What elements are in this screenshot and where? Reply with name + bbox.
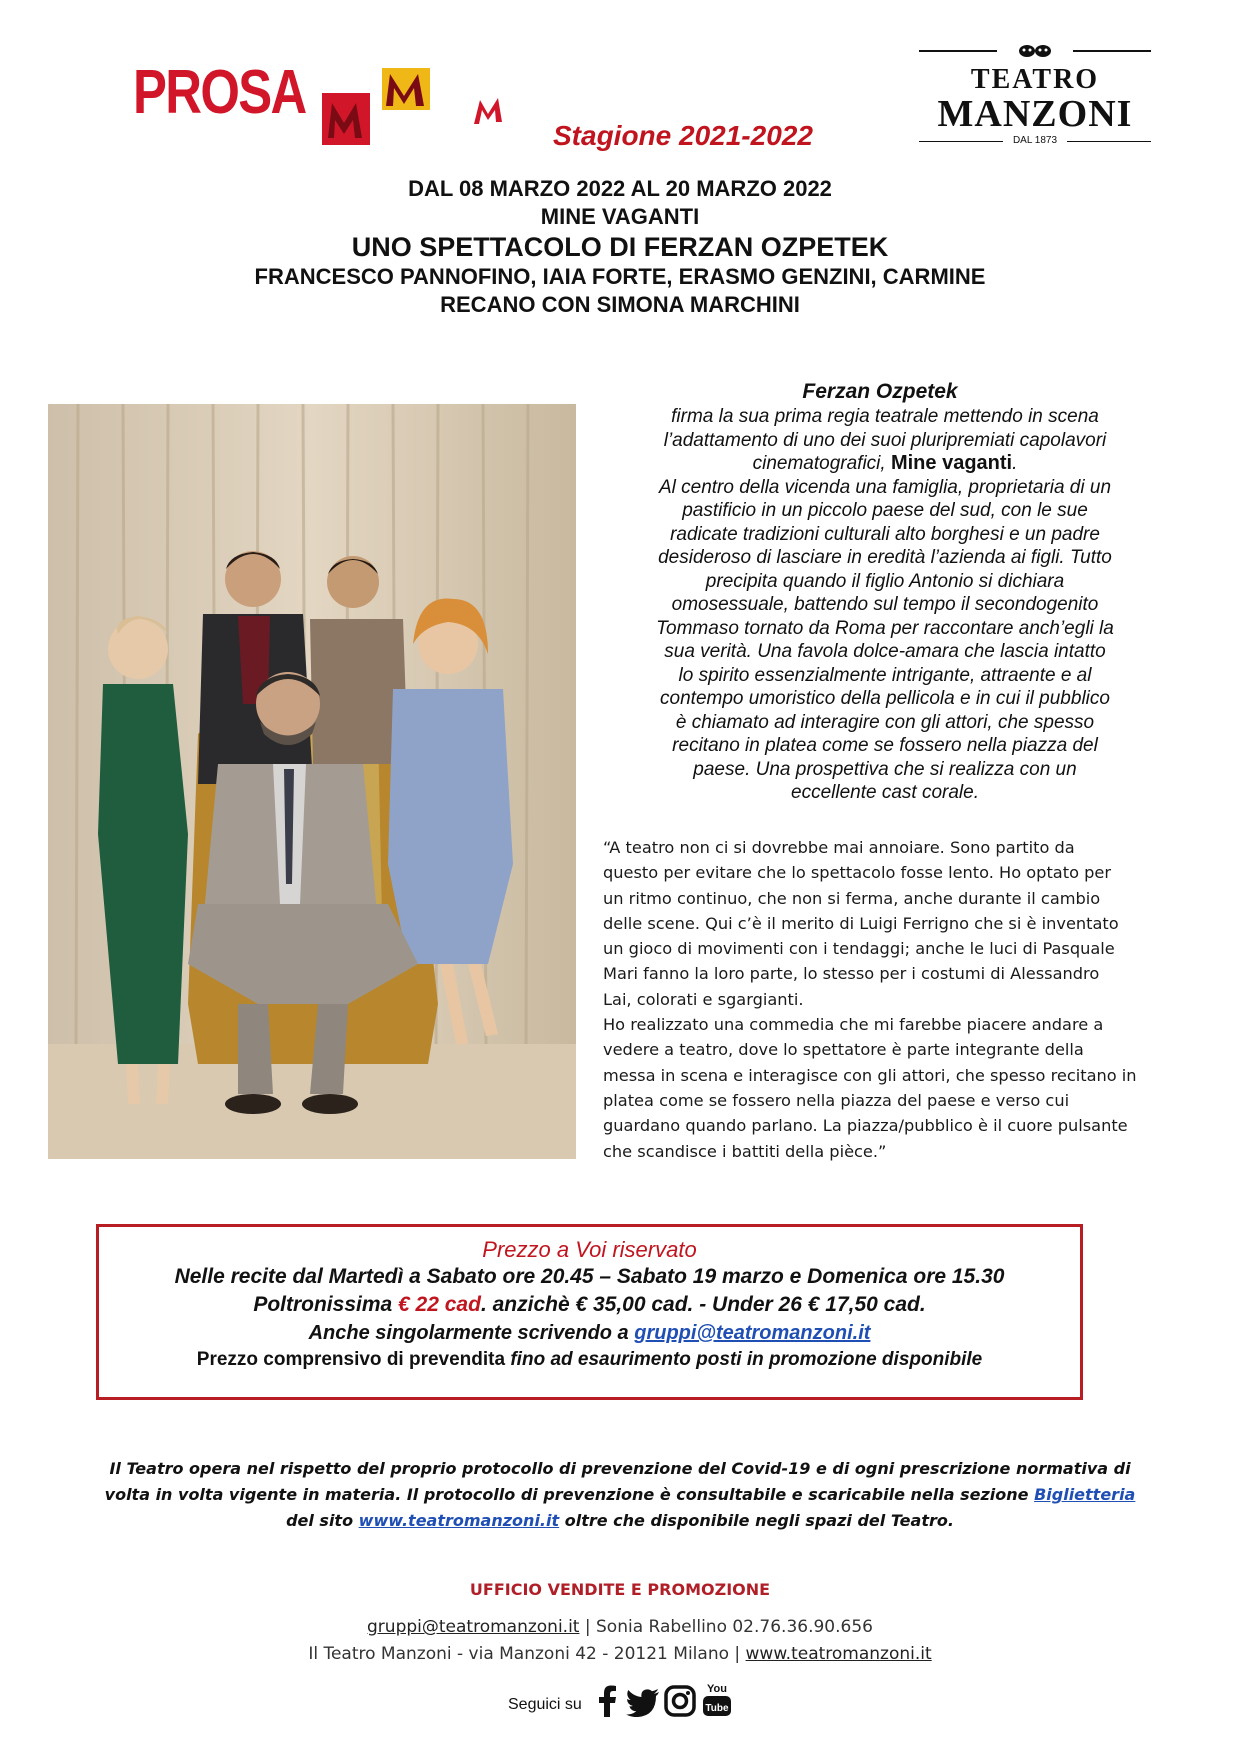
twitter-icon[interactable] (626, 1689, 660, 1717)
description-line: l’adattamento di uno dei suoi pluripremiati capolavori (663, 429, 1107, 451)
director-quote (603, 835, 1158, 1164)
cast-photo (48, 404, 576, 1159)
show-dates: DAL 08 MARZO 2022 AL 20 MARZO 2022 (408, 176, 832, 201)
facebook-icon[interactable] (592, 1685, 622, 1717)
description-line: desideroso di lasciare in eredità l’azienda ai figli. Tutto (658, 547, 1112, 568)
quote-line: che scandisce i battiti della pièce.” (603, 1141, 887, 1161)
follow-us-label: Seguici su (508, 1696, 582, 1713)
description-text (615, 405, 1155, 805)
covid-line-text: volta in volta vigente in materia. Il protocollo di prevenzione è consultabile e scaricabile nella sezione (104, 1485, 1029, 1504)
quote-line: Ho realizzato una commedia che mi farebbe piacere andare a (603, 1015, 1104, 1035)
website-link[interactable]: www.teatromanzoni.it (358, 1511, 560, 1530)
price-box (96, 1224, 1083, 1400)
quote-line: un gioco di movimenti con i tendaggi; anche le luci di Pasquale (603, 939, 1115, 959)
m-small-logo-icon (472, 96, 512, 126)
quote-line: un ritmo continuo, che non si ferma, anche durante il cambio (603, 888, 1101, 908)
quote-line: delle scene. Qui c’è il merito di Luigi Ferrigno che si è inventato (603, 913, 1119, 933)
reserved-price: € 22 cad (398, 1293, 481, 1316)
price-title: Prezzo a Voi riservato (482, 1237, 697, 1262)
single-booking-text: Anche singolarmente scrivendo a (308, 1322, 629, 1344)
theatre-masks-icon (1005, 42, 1065, 60)
description-line: lo spirito essenzialmente intrigante, attraente e al (678, 664, 1092, 686)
poltronissima-label: Poltronissima (253, 1293, 393, 1316)
season-label: Stagione 2021-2022 (553, 120, 813, 151)
price-note-italic: fino ad esaurimento posti in promozione disponibile (510, 1349, 983, 1370)
prosa-logo: PROSA (133, 58, 306, 127)
description-line-text: cinematografici, (752, 453, 886, 474)
logo-rule-left (919, 50, 997, 52)
group-email-link[interactable]: gruppi@teatromanzoni.it (634, 1322, 871, 1344)
covid-line-pre: del sito (286, 1511, 354, 1530)
show-director: UNO SPETTACOLO DI FERZAN OZPETEK (351, 232, 889, 262)
description-line: recitano in platea come se fossero nella piazza del (672, 735, 1098, 756)
quote-line: vedere a teatro, dove lo spettatore è parte integrante della (603, 1040, 1084, 1060)
single-booking-line (99, 1319, 1080, 1347)
description-line: Tommaso tornato da Roma per raccontare anch’egli la (656, 617, 1114, 639)
theatre-address: Il Teatro Manzoni - via Manzoni 42 - 20121 Milano | (308, 1644, 746, 1664)
covid-line: Il Teatro opera nel rispetto del proprio protocollo di prevenzione del Covid-19 e di ogni prescrizione normativa di (109, 1459, 1131, 1478)
quote-line: Mari fanno la loro parte, lo stesso per i costumi di Alessandro (603, 964, 1100, 984)
show-cast-line2: RECANO CON SIMONA MARCHINI (440, 292, 800, 317)
quote-line: platea come se fossero nella piazza del paese e verso cui (603, 1090, 1070, 1110)
price-note-text: Prezzo comprensivo di prevendita (196, 1349, 506, 1370)
show-title-block (0, 175, 1240, 319)
address-line (0, 1644, 1240, 1664)
quote-line: “A teatro non ci si dovrebbe mai annoiare. Sono partito da (603, 838, 1075, 857)
description-line: radicate tradizioni culturali alto borghesi e un padre (670, 523, 1100, 545)
footer-email-link[interactable]: gruppi@teatromanzoni.it (367, 1617, 580, 1637)
logo-teatro: TEATRO (970, 64, 1100, 95)
teatro-manzoni-logo (915, 40, 1155, 150)
logo-rule-bottom-right (1067, 141, 1151, 142)
description-line: è chiamato ad interagire con gli attori, che spesso (675, 711, 1095, 733)
description-line (615, 452, 1155, 476)
description-line: pastificio in un piccolo paese del sud, con le sue (682, 500, 1088, 521)
youtube-icon[interactable] (702, 1681, 732, 1719)
youtube-you-text: You (707, 1683, 727, 1695)
youtube-tube-text: Tube (705, 1703, 729, 1714)
sales-office-heading: UFFICIO VENDITE E PROMOZIONE (469, 1580, 771, 1599)
quote-line: Lai, colorati e sgargianti. (603, 989, 804, 1009)
description-line: paese. Una prospettiva che si realizza con un (693, 758, 1077, 780)
price-note (99, 1347, 1080, 1373)
covid-line (80, 1482, 1160, 1508)
description-line: eccellente cast corale. (791, 782, 979, 803)
contact-line (0, 1617, 1240, 1637)
covid-notice (80, 1456, 1160, 1534)
description-line: precipita quando il figlio Antonio si dichiara (705, 570, 1065, 592)
price-comparison: . anzichè € 35,00 cad. - Under 26 € 17,50 cad. (480, 1293, 926, 1316)
social-icons (592, 1681, 737, 1721)
price-line (99, 1291, 1080, 1319)
description-line: omosessuale, battendo sul tempo il secondogenito (671, 594, 1099, 615)
logo-since: DAL 1873 (1012, 135, 1058, 146)
logo-rule-right (1073, 50, 1151, 52)
description-line: Al centro della vicenda una famiglia, proprietaria di un (658, 476, 1112, 498)
covid-line-post: oltre che disponibile negli spazi del Teatro. (564, 1511, 954, 1530)
biglietteria-link[interactable]: Biglietteria (1034, 1485, 1136, 1504)
m-logo-icon (322, 68, 432, 148)
footer-website-link[interactable]: www.teatromanzoni.it (745, 1644, 932, 1664)
quote-line: guardano quando parlano. La piazza/pubblico è il cuore pulsante (603, 1116, 1128, 1136)
show-name: MINE VAGANTI (540, 204, 700, 229)
price-schedule: Nelle recite dal Martedì a Sabato ore 20.45 – Sabato 19 marzo e Domenica ore 15.30 (174, 1265, 1005, 1288)
instagram-icon[interactable] (664, 1685, 696, 1717)
description-line: contempo umoristico della pellicola e in cui il pubblico (660, 688, 1110, 709)
description-heading: Ferzan Ozpetek (802, 380, 958, 403)
description-line: firma la sua prima regia teatrale mettendo in scena (671, 406, 1099, 427)
show-title-bold: Mine vaganti (890, 452, 1013, 474)
logo-manzoni: MANZONI (937, 93, 1133, 135)
quote-line: questo per evitare che lo spettacolo fosse lento. Ho optato per (603, 863, 1112, 883)
quote-line: messa in scena e interagisce con gli attori, che spesso recitano in (603, 1065, 1137, 1085)
description-line: sua verità. Una favola dolce-amara che lascia intatto (664, 641, 1106, 662)
contact-person: | Sonia Rabellino 02.76.36.90.656 (579, 1617, 873, 1637)
description-period: . (1012, 453, 1018, 474)
covid-line (80, 1508, 1160, 1534)
show-cast-line1: FRANCESCO PANNOFINO, IAIA FORTE, ERASMO GENZINI, CARMINE (254, 264, 986, 289)
